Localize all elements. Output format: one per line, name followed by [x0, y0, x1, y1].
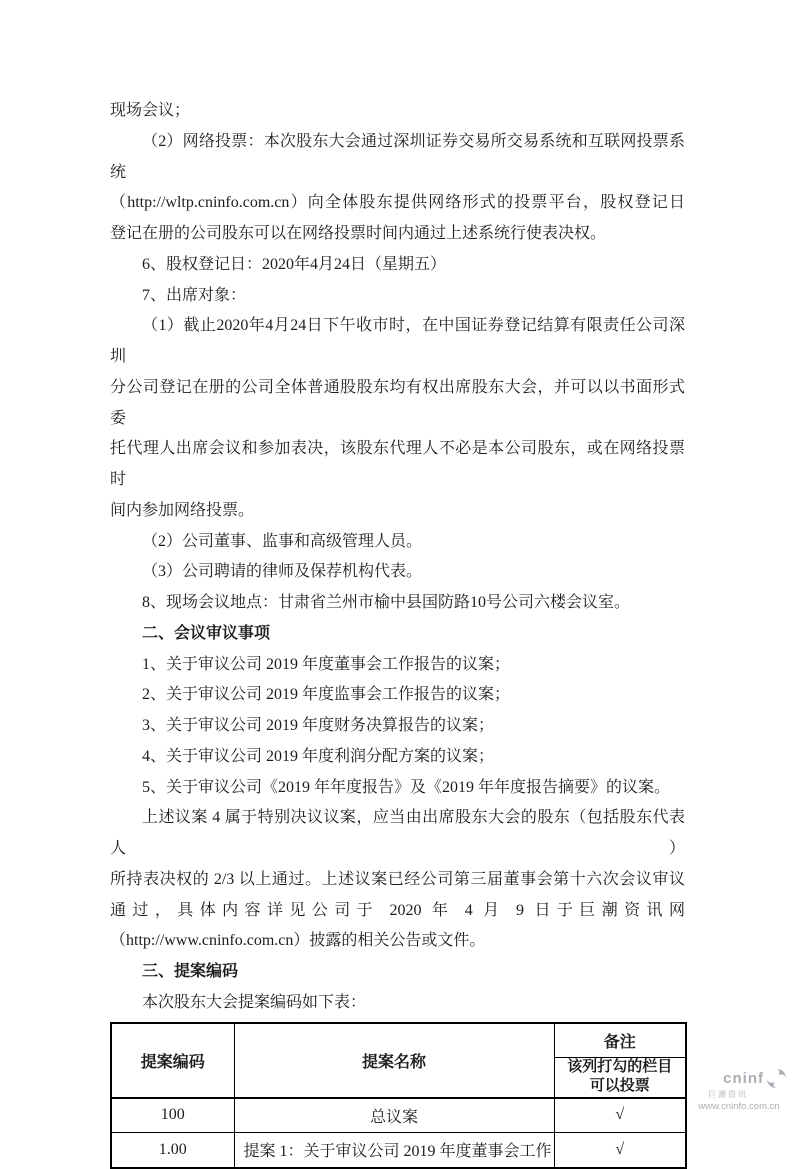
- header-proposal-code: 提案编码: [111, 1023, 234, 1098]
- doc-line: （2）公司董事、监事和高级管理人员。: [142, 532, 423, 550]
- logo-url-text: www.cninfo.com.cn: [698, 1100, 780, 1112]
- cell-remark-checkmark: √: [554, 1133, 686, 1168]
- doc-line: 7、出席对象：: [142, 286, 247, 304]
- doc-line: （1）截止2020年4月24日下午收市时，在中国证券登记结算有限责任公司深圳: [110, 317, 685, 365]
- doc-line: 5、关于审议公司《2019 年年度报告》及《2019 年年度报告摘要》的议案。: [142, 778, 671, 796]
- document-body: [110, 96, 685, 1019]
- header-remark-note: [554, 1058, 686, 1098]
- doc-line: 所持表决权的 2/3 以上通过。上述议案已经公司第三届董事会第十六次会议审议: [110, 870, 685, 888]
- cninfo-footer-logo: [689, 1068, 789, 1112]
- cell-proposal-name: 总议案: [234, 1098, 554, 1133]
- doc-line: （3）公司聘请的律师及保荐机构代表。: [142, 563, 423, 581]
- doc-line: 2、关于审议公司 2019 年度监事会工作报告的议案；: [142, 686, 511, 704]
- doc-line: 间内参加网络投票。: [110, 501, 255, 519]
- doc-line: 3、关于审议公司 2019 年度财务决算报告的议案；: [142, 717, 495, 734]
- cell-proposal-name: 提案 1：关于审议公司 2019 年度董事会工作: [234, 1133, 554, 1168]
- header-remark-note-text: 该列打勾的栏目可以投票: [567, 1059, 673, 1095]
- doc-line: 分公司登记在册的公司全体普通股股东均有权出席股东大会，并可以以书面形式委: [110, 378, 685, 427]
- doc-line: 登记在册的公司股东可以在网络投票时间内通过上述系统行使表决权。: [110, 225, 607, 242]
- doc-line: 本次股东大会提案编码如下表：: [142, 993, 367, 1011]
- section-heading: 二、会议审议事项: [142, 624, 271, 642]
- header-proposal-name: 提案名称: [234, 1023, 554, 1098]
- logo-row: [689, 1068, 789, 1089]
- proposal-table-body: [111, 1098, 686, 1168]
- cell-proposal-code: 1.00: [111, 1133, 234, 1168]
- logo-chinese-name: 巨潮资讯: [708, 1089, 748, 1099]
- page-content: [110, 96, 685, 1169]
- cell-remark-checkmark: √: [554, 1098, 686, 1133]
- doc-line: （2）网络投票：本次股东大会通过深圳证券交易所交易系统和互联网投票系统: [110, 132, 685, 181]
- cell-proposal-code: 100: [111, 1098, 234, 1133]
- table-row: [111, 1133, 686, 1168]
- doc-line: 8、现场会议地点：甘肃省兰州市榆中县国防路10号公司六楼会议室。: [142, 594, 631, 611]
- doc-line: 6、股权登记日：2020年4月24日（星期五）: [142, 255, 447, 273]
- table-row: [111, 1098, 686, 1133]
- doc-line: 4、关于审议公司 2019 年度利润分配方案的议案；: [142, 747, 495, 765]
- doc-line: 通过，具体内容详见公司于 2020 年 4 月 9 日于巨潮资讯网: [110, 901, 685, 919]
- doc-line: 上述议案 4 属于特别决议议案，应当由出席股东大会的股东（包括股东代表人）: [110, 809, 685, 857]
- proposal-code-table: [110, 1022, 687, 1169]
- logo-brand-text: cninf: [723, 1069, 764, 1087]
- section-heading: 三、提案编码: [142, 963, 239, 980]
- doc-line: 现场会议；: [110, 102, 191, 119]
- header-remark: 备注: [554, 1023, 686, 1058]
- doc-line: 托代理人出席会议和参加表决，该股东代理人不必是本公司股东，或在网络投票时: [110, 440, 685, 488]
- doc-line: （http://wltp.cninfo.com.cn）向全体股东提供网络形式的投票平台，股权登记日: [110, 194, 685, 212]
- doc-line: 1、关于审议公司 2019 年度董事会工作报告的议案；: [142, 655, 511, 673]
- cninfo-swirl-icon: [766, 1068, 787, 1089]
- doc-line: （http://www.cninfo.com.cn）披露的相关公告或文件。: [110, 932, 486, 950]
- table-header-row: [111, 1023, 686, 1058]
